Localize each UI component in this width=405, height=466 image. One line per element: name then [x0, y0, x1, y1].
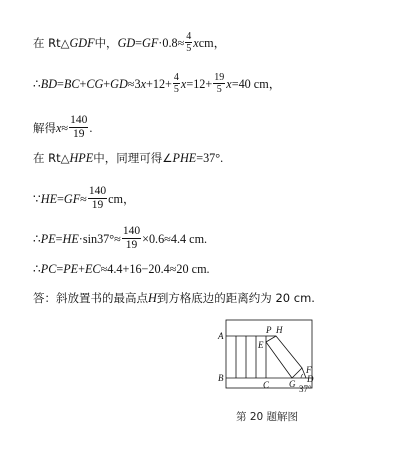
text: = [57, 77, 64, 91]
text: H [148, 291, 157, 305]
solution-line-5 [33, 186, 135, 211]
numerator: 4 [186, 31, 192, 42]
numerator: 140 [122, 225, 141, 237]
text: ×0.6≈4.4 cm. [142, 231, 208, 246]
label-a: A [218, 331, 224, 341]
text: 到方格底边的距离约为 20 cm. [156, 291, 315, 305]
text: GD [117, 36, 136, 50]
text: ≈3 [127, 77, 141, 91]
text: GD [110, 77, 128, 91]
text: PHE [172, 151, 197, 165]
text: = [56, 262, 64, 276]
therefore-symbol: ∴ [33, 231, 41, 246]
numerator: 140 [88, 185, 107, 197]
label-h: H [276, 325, 283, 335]
figure-caption: 第 20 题解图 [236, 411, 299, 423]
text: 中， [94, 36, 118, 50]
label-d: D [307, 374, 314, 384]
text: GF [142, 36, 159, 50]
text: ·0.8≈ [158, 36, 185, 50]
denominator: 5 [216, 84, 222, 95]
text: cm， [108, 191, 136, 206]
text: =37°. [196, 151, 224, 165]
text: EC [84, 262, 101, 276]
text: 在 Rt△ [33, 151, 70, 165]
label-c: C [263, 380, 270, 390]
text: ≈ [61, 120, 69, 135]
text: . [89, 120, 93, 135]
text: HE [62, 231, 79, 246]
text: HPE [69, 151, 94, 165]
text: + [103, 77, 111, 91]
text: x [226, 77, 232, 91]
therefore-symbol: ∴ [33, 77, 41, 91]
text: ·sin37°≈ [78, 231, 121, 246]
text: cm， [198, 36, 226, 50]
solution-line-2 [33, 73, 281, 95]
text: =12+ [186, 77, 213, 91]
slanted-book [266, 336, 302, 378]
text: =40 cm， [231, 77, 281, 91]
text: PC [40, 262, 57, 276]
denominator: 5 [186, 43, 192, 54]
fraction [185, 32, 192, 54]
text: PE [63, 262, 79, 276]
denominator: 19 [125, 238, 138, 251]
text: = [55, 231, 63, 246]
text: + [79, 77, 87, 91]
text: CG [86, 77, 104, 91]
numerator: 4 [173, 72, 179, 83]
text: = [135, 36, 143, 50]
fraction [122, 226, 141, 251]
denominator: 19 [73, 127, 85, 140]
numerator: 19 [214, 72, 225, 83]
solution-line-7 [33, 262, 210, 276]
text: GDF [69, 36, 95, 50]
solution-line-6 [33, 226, 207, 251]
denominator: 5 [173, 84, 179, 95]
solution-figure [210, 318, 320, 418]
because-symbol: ∵ [33, 191, 41, 206]
angle-arc [301, 374, 303, 378]
text: 中，同理可得∠ [93, 151, 173, 165]
text: BC [63, 77, 80, 91]
text: +12+ [145, 77, 172, 91]
text: GF [63, 191, 81, 206]
solution-line-4 [33, 151, 223, 165]
text: + [78, 262, 85, 276]
therefore-symbol: ∴ [33, 262, 41, 276]
fraction [213, 73, 225, 95]
fraction [173, 73, 180, 95]
answer-line [33, 291, 315, 305]
fraction [88, 186, 107, 211]
numerator: 140 [70, 114, 88, 126]
text: x [193, 36, 199, 50]
text: x [180, 77, 187, 91]
text: x [140, 77, 146, 91]
text: 答：斜放置书的最高点 [33, 291, 148, 305]
label-p: P [266, 325, 272, 335]
text: ≈ [80, 191, 87, 206]
fraction [69, 115, 88, 140]
label-angle: 37° [299, 384, 312, 394]
label-f: F [306, 365, 312, 375]
solution-line-1 [33, 32, 226, 54]
denominator: 19 [91, 198, 104, 211]
label-g: G [289, 379, 296, 389]
text: 解得 [33, 120, 56, 135]
text: HE [40, 191, 58, 206]
solution-line-3 [33, 115, 92, 140]
text: BD [40, 77, 58, 91]
text: x [56, 120, 62, 135]
label-e: E [258, 340, 264, 350]
text: = [57, 191, 64, 206]
text: PE [40, 231, 56, 246]
label-b: B [218, 373, 224, 383]
text: ≈4.4+16−20.4≈20 cm. [100, 262, 210, 276]
text: 在 Rt△ [33, 36, 70, 50]
